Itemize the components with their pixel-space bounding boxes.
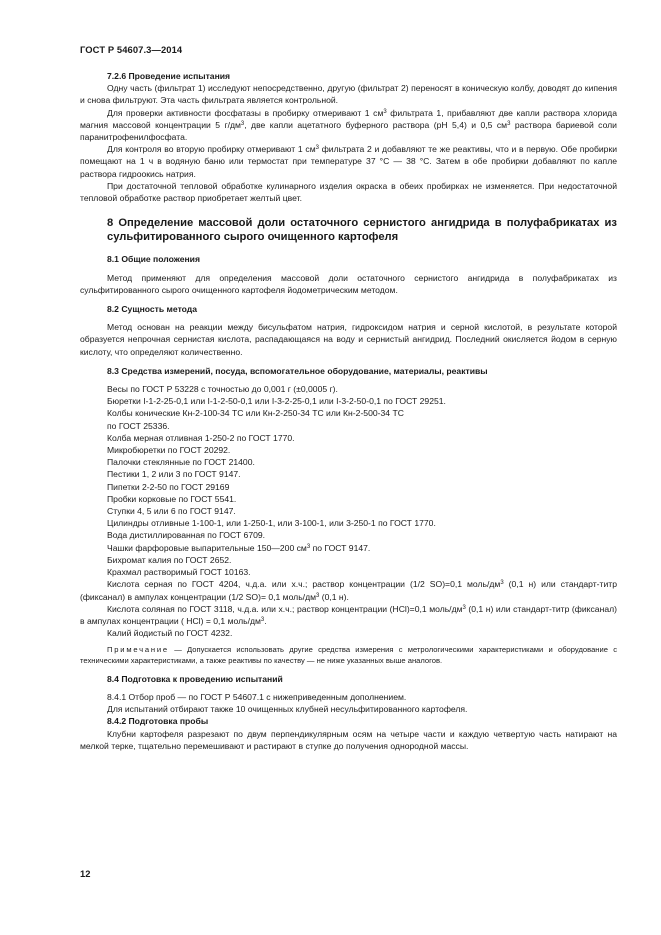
list-item: Пестики 1, 2 или 3 по ГОСТ 9147. bbox=[107, 469, 241, 480]
paragraph-control: Для контроля во вторую пробирку отмеривают 1 $см^3$ фильтрата 2 и добавляют те же реактивы, что и в первую. Обе пробирки помещают на 1 ч в водяную баню или термостат при температуре 37 °С — 38 °С. Затем в обе пробирки добавляют по капле раствора гидроокись натрия. bbox=[80, 144, 618, 179]
list-item: Чашки фарфоровые выпарительные 150—200 $см^3$ по ГОСТ 9147. bbox=[107, 542, 371, 553]
list-item: Бюретки I-1-2-25-0,1 или I-1-2-50-0,1 или I-3-2-25-0,1 или I-3-2-50-0,1 по ГОСТ 29251. bbox=[107, 396, 446, 407]
section-8-4-2-heading: 8.4.2 Подготовка пробы bbox=[107, 716, 209, 727]
section-8-2-heading: 8.2 Сущность метода bbox=[107, 304, 198, 315]
list-item: Ступки 4, 5 или 6 по ГОСТ 9147. bbox=[107, 506, 236, 517]
document-header: ГОСТ Р 54607.3—2014 bbox=[80, 44, 183, 55]
list-item-hydrochloric-acid: Кислота соляная по ГОСТ 3118, ч.д.а. или х.ч.; раствор концентрации (HCl)=0,1 моль/$дм^3$ (0,1 н) или стандарт-титр (фиксанал) в ампулах концентрации ( HCl) = 0,1 моль/$дм^3$. bbox=[80, 603, 617, 626]
section-8-3-heading: 8.3 Средства измерений, посуда, вспомогательное оборудование, материалы, реактивы bbox=[107, 365, 488, 376]
section-8-4-1-paragraph-2: Для испытаний отбирают также 10 очищенных клубней несульфитированного картофеля. bbox=[107, 704, 468, 715]
section-8-1-heading: 8.1 Общие положения bbox=[107, 254, 200, 265]
section-8-4-1-paragraph: 8.4.1 Отбор проб — по ГОСТ Р 54607.1 с нижеприведенным дополнением. bbox=[107, 691, 407, 702]
section-8-1-paragraph: Метод применяют для определения массовой доли остаточного сернистого ангидрида в полуфабрикатах из сульфитированного сырого очищенного картофеля йодометрическим методом. bbox=[80, 272, 617, 295]
list-item: Цилиндры отливные 1-100-1, или 1-250-1, или 3-100-1, или 3-250-1 по ГОСТ 1770. bbox=[107, 518, 436, 529]
list-item: Колба мерная отливная 1-250-2 по ГОСТ 1770. bbox=[107, 432, 295, 443]
list-item: Бихромат калия по ГОСТ 2652. bbox=[107, 554, 232, 565]
note-label: Примечание bbox=[107, 645, 169, 655]
list-item: Калий йодистый по ГОСТ 4232. bbox=[107, 628, 233, 639]
section-8-2-paragraph: Метод основан на реакции между бисульфатом натрия, гидроксидом натрия и серной кислотой, в результате которой образуется непрочная сернистая кислота, распадающаяся на воду и сернистый ангидрид. Последний окисляется йодом в серную кислоту, что определяют количественно. bbox=[80, 322, 617, 357]
list-item: Вода дистиллированная по ГОСТ 6709. bbox=[107, 530, 266, 541]
list-item: Весы по ГОСТ Р 53228 с точностью до 0,001 г (±0,0005 г). bbox=[107, 384, 338, 395]
paragraph-heat-treatment: При достаточной тепловой обработке кулинарного изделия окраска в обеих пробирках не изменяется. При недостаточной тепловой обработке раствор приобретает желтый цвет. bbox=[80, 180, 617, 204]
section-7-2-6-heading: 7.2.6 Проведение испытания bbox=[107, 71, 231, 81]
list-item: Колбы конические Кн-2-100-34 ТС или Кн-2-250-34 ТС или Кн-2-500-34 ТС bbox=[107, 408, 404, 419]
section-8-heading: 8 Определение массовой доли остаточного сернистого ангидрида в полуфабрикатах из сульфитированного сырого очищенного картофеля bbox=[107, 217, 617, 243]
list-item: Пипетки 2-2-50 по ГОСТ 29169 bbox=[107, 481, 230, 492]
section-8-4-2-paragraph: Клубни картофеля разрезают по двум перпендикулярным осям на четыре части и каждую четвертую часть натирают на мелкой терке, тщательно перемешивают и растирают в ступке до получения однородной массы. bbox=[80, 728, 617, 751]
paragraph-phosphatase-check: Для проверки активности фосфатазы в пробирку отмеривают 1 $см^3$ фильтрата 1, прибавляют две капли раствора хлорида магния массовой концентрации 5 $г/дм^3$, две капли ацетатного буферного раствора (рН 5,4) и 0,5 $см^3$ раствора бариевой соли паранитрофенилфосфата. bbox=[80, 107, 617, 143]
section-8-4-heading: 8.4 Подготовка к проведению испытаний bbox=[107, 673, 283, 684]
list-item: Палочки стеклянные по ГОСТ 21400. bbox=[107, 457, 255, 468]
list-item: Крахмал растворимый ГОСТ 10163. bbox=[107, 567, 251, 578]
list-item-sulfuric-acid: Кислота серная по ГОСТ 4204, ч.д.а. или х.ч.; раствор концентрации (1/2 SO)=0,1 моль/$дм^3$ (0,1 н) или стандарт-титр (фиксанал) в ампулах концентрации (1/2 SO)= 0,1 моль/$дм^3$ (0,1 н). bbox=[80, 579, 617, 602]
page-content bbox=[80, 70, 617, 752]
list-item: Микробюретки по ГОСТ 20292. bbox=[107, 445, 231, 456]
note: Примечание — Допускается использовать другие средства измерения с метрологическими характеристиками и оборудование с техническими характеристиками, а также реактивы по качеству — не ниже указанных выше аналогов. bbox=[80, 645, 617, 665]
page-number: 12 bbox=[80, 868, 91, 879]
paragraph-filtrate: Одну часть (фильтрат 1) исследуют непосредственно, другую (фильтрат 2) переносят в коническую колбу, доводят до кипения и снова фильтруют. Эта часть фильтрата является контрольной. bbox=[80, 83, 617, 106]
list-item: Пробки корковые по ГОСТ 5541. bbox=[107, 493, 237, 504]
list-item: по ГОСТ 25336. bbox=[107, 420, 170, 431]
